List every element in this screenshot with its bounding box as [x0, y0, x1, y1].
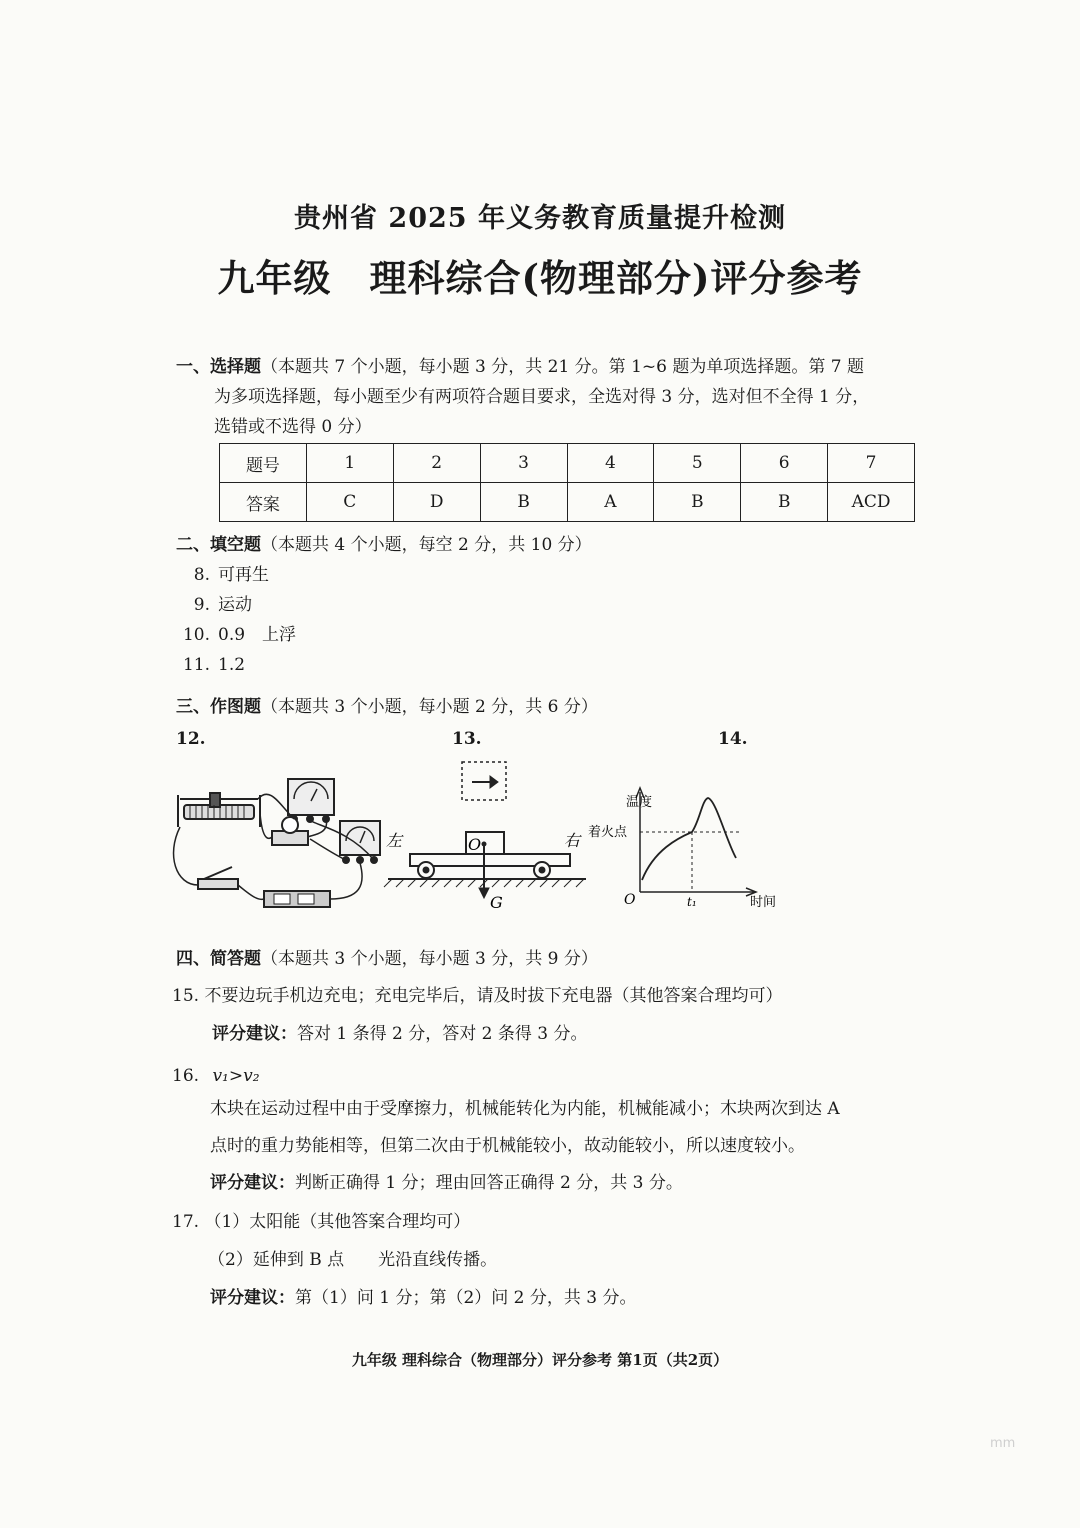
- section4-heading: 四、简答题: [176, 949, 261, 969]
- q14-label: 14.: [718, 729, 748, 749]
- table-cell: ACD: [828, 483, 915, 522]
- table-row: [220, 483, 915, 522]
- t1-label: t₁: [687, 895, 697, 909]
- section3-heading-line: [176, 692, 598, 722]
- section1-heading: 一、选择题: [176, 357, 261, 377]
- table-row: [220, 444, 915, 483]
- temperature-graph: [586, 780, 786, 915]
- item-number: 10.: [182, 625, 210, 645]
- page-footer: 九年级 理科综合（物理部分）评分参考 第1页（共2页）: [351, 1351, 729, 1369]
- section1-heading-line: [176, 352, 916, 382]
- section2-heading: 二、填空题: [176, 535, 261, 555]
- score-text: 答对 1 条得 2 分，答对 2 条得 3 分。: [297, 1024, 588, 1044]
- label-left: 左: [386, 831, 403, 850]
- table-cell: 6: [741, 444, 828, 483]
- section2-note: （本题共 4 个小题，每空 2 分，共 10 分）: [261, 535, 592, 555]
- section4-heading-line: [176, 944, 598, 974]
- q16-score: [210, 1168, 683, 1198]
- list-item: [170, 590, 252, 620]
- q16-line2: 点时的重力势能相等，但第二次由于机械能较小，故动能较小，所以速度较小。: [210, 1136, 805, 1156]
- table-cell: 1: [306, 444, 393, 483]
- table-cell: 5: [654, 444, 741, 483]
- table-cell: 2: [393, 444, 480, 483]
- table-cell: B: [654, 483, 741, 522]
- section1-desc-line3: 选错或不选得 0 分）: [214, 417, 372, 437]
- section1-desc-line1: （本题共 7 个小题，每小题 3 分，共 21 分。第 1~6 题为单项选择题。第 7 题: [261, 357, 864, 377]
- table-cell: D: [393, 483, 480, 522]
- table-cell: 答案: [220, 483, 307, 522]
- score-text: 第（1）问 1 分；第（2）问 2 分，共 3 分。: [295, 1288, 637, 1308]
- table-cell: B: [741, 483, 828, 522]
- axis-label-time: 时间: [750, 895, 777, 910]
- list-item: [170, 620, 296, 650]
- q16-number: 16.: [172, 1066, 200, 1086]
- label-right: 右: [564, 831, 581, 850]
- item-text: 1.2: [218, 655, 246, 675]
- label-o: O: [468, 835, 482, 854]
- item-number: 8.: [193, 565, 210, 585]
- list-item: [170, 560, 269, 590]
- section4-note: （本题共 3 个小题，每小题 3 分，共 9 分）: [261, 949, 598, 969]
- section1-desc-line2: 为多项选择题，每小题至少有两项符合题目要求，全选对得 3 分，选对但不全得 1 分，: [214, 387, 870, 407]
- q17-number: 17.: [172, 1212, 200, 1232]
- q15-text: 不要边玩手机边充电；充电完毕后，请及时拔下充电器（其他答案合理均可）: [204, 986, 783, 1006]
- force-diagram: [380, 758, 595, 918]
- q16-line1: 木块在运动过程中由于受摩擦力，机械能转化为内能，机械能减小；木块两次到达 A: [210, 1099, 840, 1119]
- title-line-1: 贵州省 2025 年义务教育质量提升检测: [294, 203, 786, 234]
- q13-label: 13.: [452, 729, 482, 749]
- score-label: 评分建议：: [210, 1173, 295, 1193]
- section3-note: （本题共 3 个小题，每小题 2 分，共 6 分）: [261, 697, 598, 717]
- q16-answer: v₁>v₂: [212, 1066, 260, 1086]
- table-cell: C: [306, 483, 393, 522]
- score-label: 评分建议：: [212, 1024, 297, 1044]
- q16-line: [172, 1061, 260, 1091]
- q17-score: [210, 1283, 637, 1313]
- origin-label: O: [624, 892, 636, 908]
- label-g: G: [490, 893, 503, 912]
- table-cell: 3: [480, 444, 567, 483]
- answer-table: [219, 443, 915, 522]
- watermark: mm: [990, 1436, 1016, 1451]
- section2-heading-line: [176, 530, 592, 560]
- item-number: 9.: [193, 595, 210, 615]
- circuit-diagram: [170, 775, 390, 915]
- q17-line1: [172, 1207, 470, 1237]
- title-line-2: 九年级 理科综合(物理部分)评分参考: [217, 256, 863, 300]
- section3-heading: 三、作图题: [176, 697, 261, 717]
- q17-part2: （2）延伸到 B 点 光沿直线传播。: [208, 1250, 498, 1270]
- score-text: 判断正确得 1 分；理由回答正确得 2 分，共 3 分。: [295, 1173, 683, 1193]
- q15-line: [172, 981, 912, 1011]
- axis-label-temperature: 温度: [626, 795, 653, 810]
- table-cell: 题号: [220, 444, 307, 483]
- item-number: 11.: [182, 655, 210, 675]
- table-cell: B: [480, 483, 567, 522]
- item-text: 0.9 上浮: [218, 625, 297, 645]
- item-text: 可再生: [218, 565, 269, 585]
- q12-label: 12.: [176, 729, 206, 749]
- score-label: 评分建议：: [210, 1288, 295, 1308]
- q17-part1: （1）太阳能（其他答案合理均可）: [204, 1212, 471, 1232]
- table-cell: 4: [567, 444, 654, 483]
- item-text: 运动: [218, 595, 252, 615]
- table-cell: 7: [828, 444, 915, 483]
- table-cell: A: [567, 483, 654, 522]
- list-item: [170, 650, 245, 680]
- ignition-point-label: 着火点: [588, 825, 628, 840]
- q15-score: [212, 1019, 588, 1049]
- q15-number: 15.: [172, 986, 200, 1006]
